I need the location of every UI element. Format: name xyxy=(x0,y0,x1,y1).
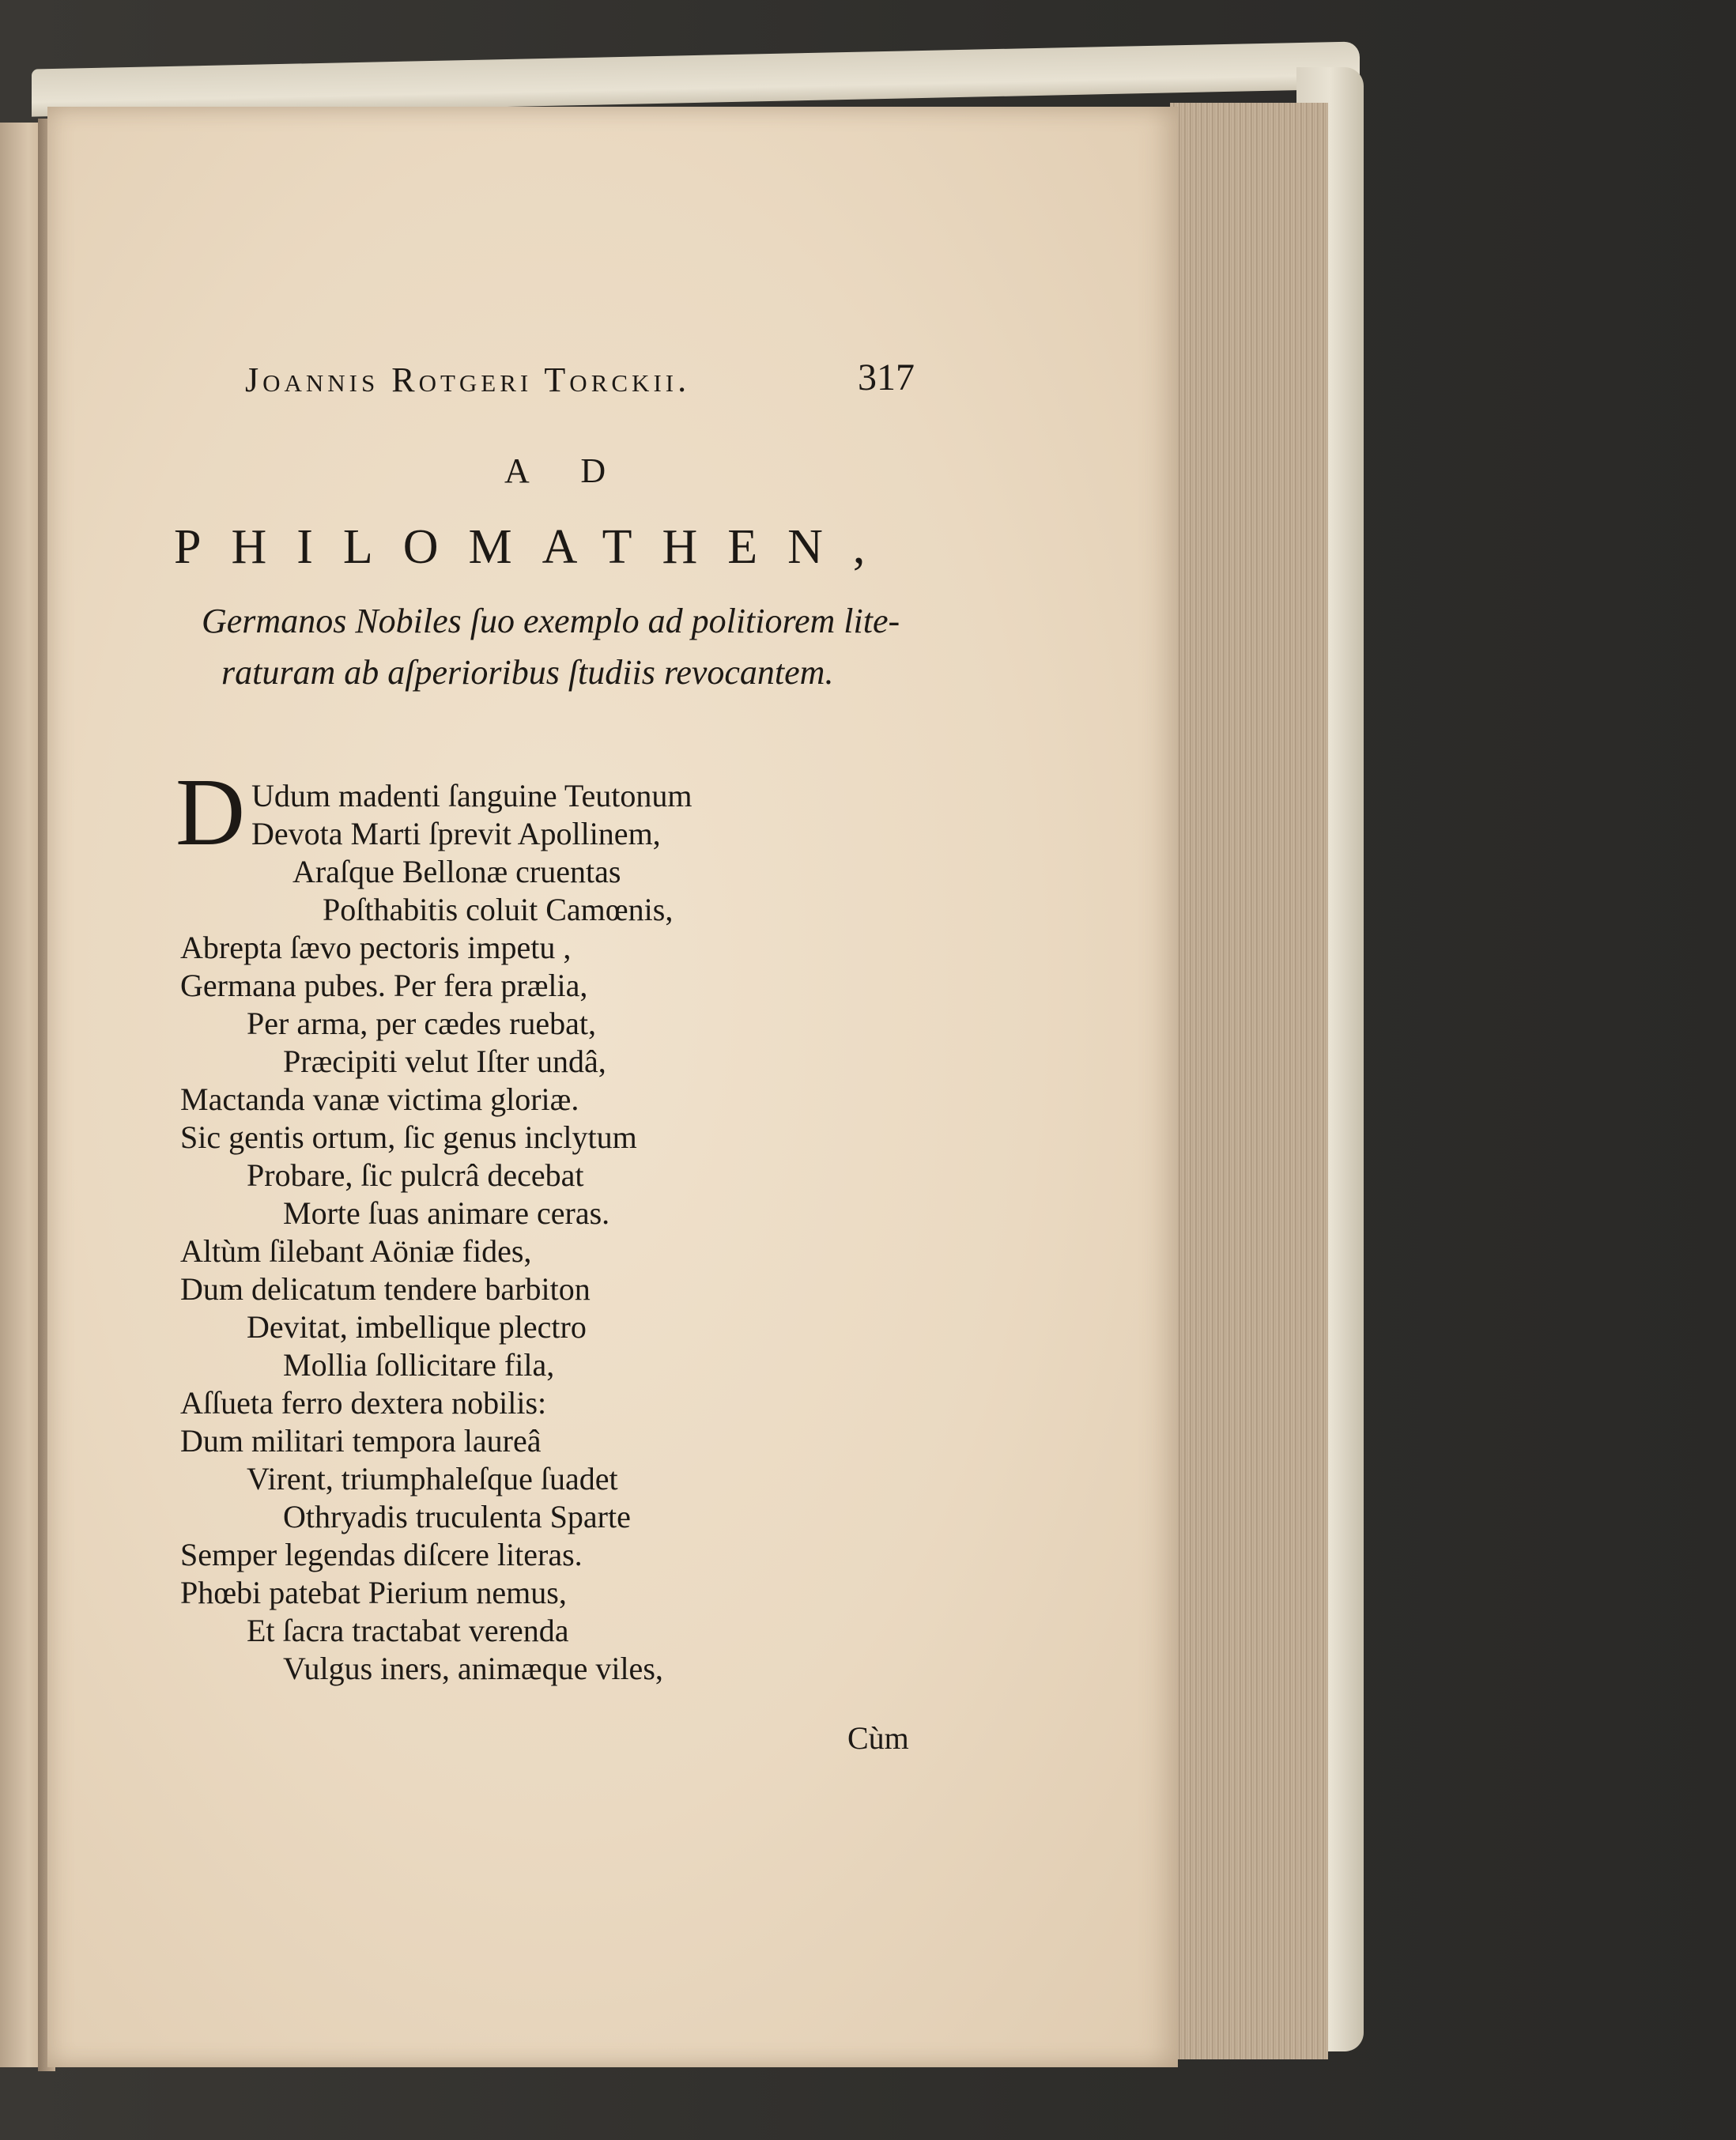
verse-line: Morte ſuas animare ceras. xyxy=(283,1195,610,1231)
verse-line: Araſque Bellonæ cruentas xyxy=(292,854,621,889)
poem-subtitle-line-1: Germanos Nobiles ſuo exemplo ad politiorem lite- xyxy=(202,602,900,640)
poem-subtitle-line-2: raturam ab aſperioribus ſtudiis revocantem. xyxy=(221,653,834,692)
verse-line: Mactanda vanæ victima gloriæ. xyxy=(180,1081,579,1117)
verse-line: Aſſueta ferro dextera nobilis: xyxy=(180,1385,547,1421)
verse-line: Devota Marti ſprevit Apollinem, xyxy=(251,816,661,851)
verse-line: Per arma, per cædes ruebat, xyxy=(247,1006,597,1041)
poem-title-dedicatee: PHILOMATHEN, xyxy=(174,520,896,574)
running-head: Joannis Rotgeri Torckii. xyxy=(245,360,691,399)
verse-line: Probare, ſic pulcrâ decebat xyxy=(247,1157,584,1193)
verse-line: Sic gentis ortum, ſic genus inclytum xyxy=(180,1119,637,1155)
verse-line: Germana pubes. Per fera prælia, xyxy=(180,968,588,1003)
book-page xyxy=(47,107,1178,2067)
verse-line: Et ſacra tractabat verenda xyxy=(247,1613,569,1648)
drop-cap: D xyxy=(175,759,246,866)
verse-line: Virent, triumphaleſque ſuadet xyxy=(247,1461,618,1496)
verse-line: Mollia ſollicitare fila, xyxy=(283,1347,555,1383)
verse-line: Dum militari tempora laureâ xyxy=(180,1423,542,1459)
catchword: Cùm xyxy=(847,1720,909,1756)
book-cover-top-edge xyxy=(32,41,1360,116)
verse-line: Phœbi patebat Pierium nemus, xyxy=(180,1575,567,1610)
verse-line: Poſthabitis coluit Camœnis, xyxy=(323,892,674,927)
verse-line: Dum delicatum tendere barbiton xyxy=(180,1271,591,1307)
page-number: 317 xyxy=(858,357,915,398)
verse-line: Vulgus iners, animæque viles, xyxy=(283,1651,663,1686)
verse-line: Devitat, imbellique plectro xyxy=(247,1309,587,1345)
verse-line: Præcipiti velut Iſter undâ, xyxy=(283,1044,606,1079)
poem-title-ad: A D xyxy=(504,451,628,490)
verse-line: Abrepta ſævo pectoris impetu , xyxy=(180,930,572,965)
verse-line: Altùm ſilebant Aöniæ fides, xyxy=(180,1233,532,1269)
book xyxy=(0,47,1368,2071)
verse-line: Udum madenti ſanguine Teutonum xyxy=(251,778,693,813)
verse-line: Semper legendas diſcere literas. xyxy=(180,1537,583,1572)
page-edges xyxy=(1170,103,1328,2059)
verse-line: Othryadis truculenta Sparte xyxy=(283,1499,631,1534)
